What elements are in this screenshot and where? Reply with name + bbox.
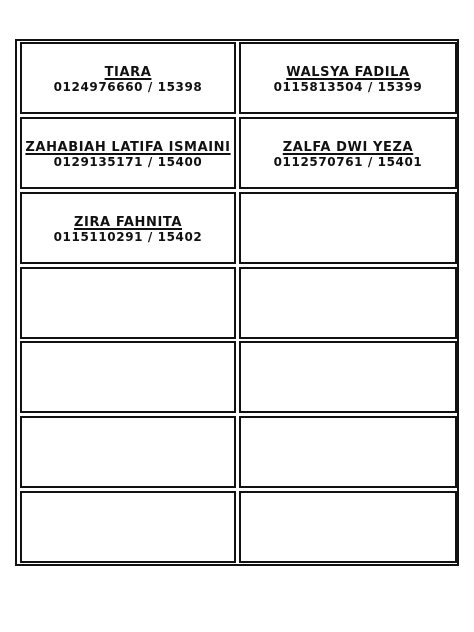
label-cell-2 [239,42,457,114]
contact-name: ZALFA DWI YEZA [282,140,414,155]
label-sheet [15,39,459,566]
label-cell-5 [20,192,236,264]
label-cell-13 [20,491,236,563]
label-cell-3 [20,117,236,189]
label-cell-10 [239,341,457,413]
label-cell-6 [239,192,457,264]
contact-phone: 0115813504 / 15399 [273,80,423,94]
label-cell-4 [239,117,457,189]
label-cell-12 [239,416,457,488]
label-cell-1 [20,42,236,114]
label-cell-11 [20,416,236,488]
contact-phone: 0124976660 / 15398 [53,80,203,94]
contact-name: WALSYA FADILA [286,65,410,80]
contact-phone: 0112570761 / 15401 [273,155,423,169]
contact-name: ZIRA FAHNITA [73,215,183,230]
contact-phone: 0115110291 / 15402 [53,230,203,244]
label-cell-8 [239,267,457,339]
label-cell-9 [20,341,236,413]
contact-phone: 0129135171 / 15400 [53,155,203,169]
label-cell-7 [20,267,236,339]
contact-name: ZAHABIAH LATIFA ISMAINI [25,140,231,155]
label-cell-14 [239,491,457,563]
contact-name: TIARA [104,65,152,80]
